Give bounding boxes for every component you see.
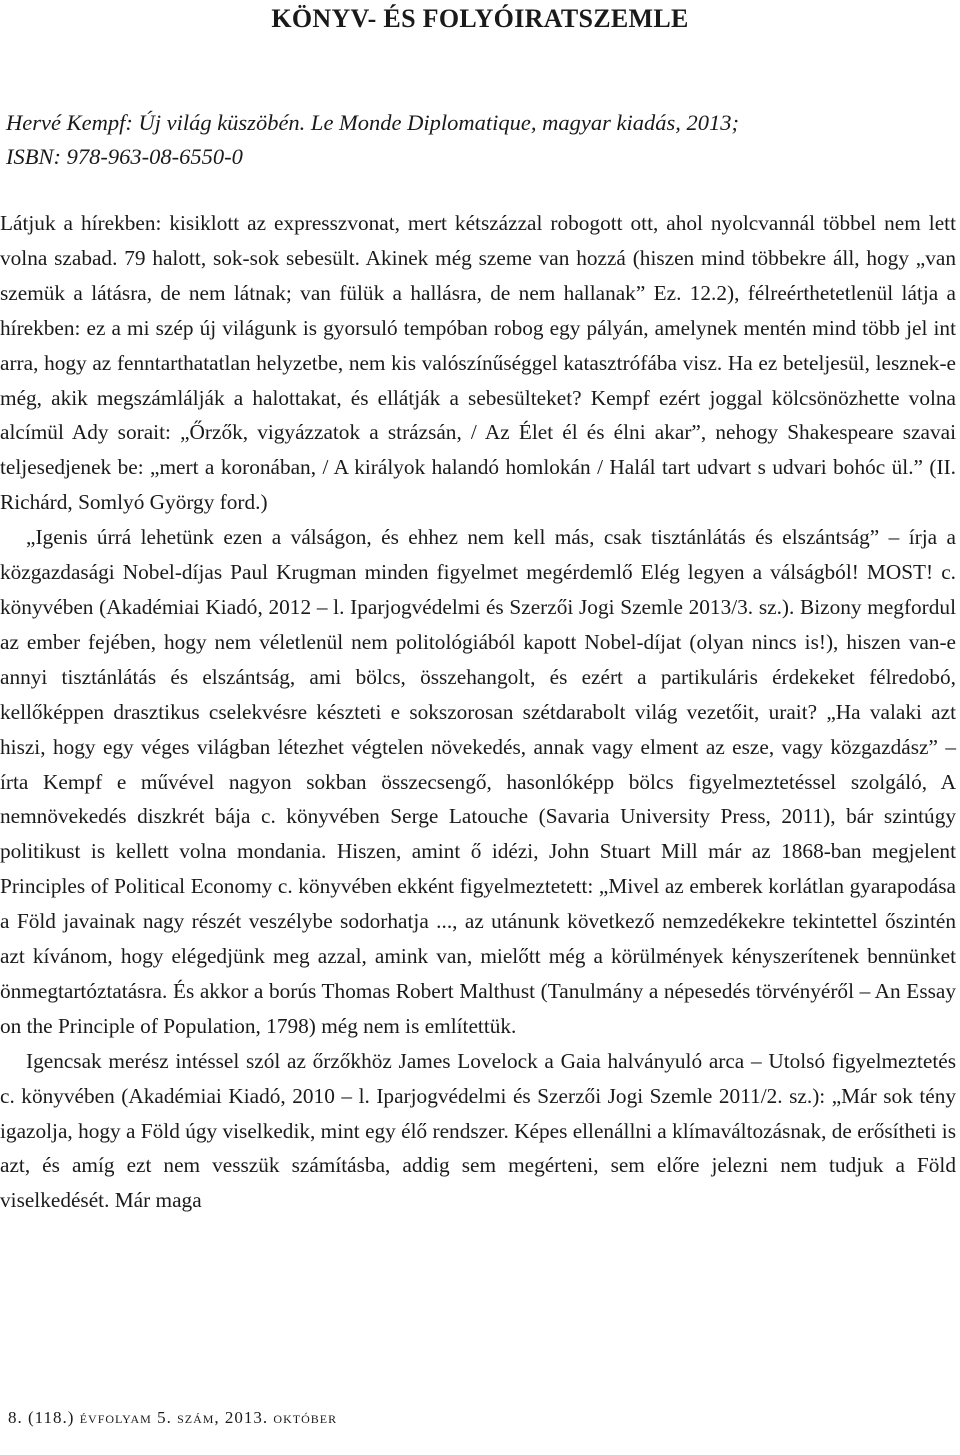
book-citation bbox=[6, 106, 906, 174]
paragraph-3: Igencsak merész intéssel szól az őrzőkhöz James Lovelock a Gaia halványuló arca – Utolsó figyelmeztetés c. könyvében (Akadémiai Kiadó, 2010 – l. Iparjogvédelmi és Szerzői Jogi Szemle 2011/2. sz.): „Már sok tény igazolja, hogy a Föld úgy viselkedik, mint egy élő rendszer. Képes ellenállni a klímaváltozásnak, de erősítheti is azt, és amíg ezt nem vesszük számításba, addig sem megérteni, sem előre jelezni nem tudjuk a Föld viselkedését. Már maga bbox=[0, 1048, 956, 1213]
citation-line-1: Hervé Kempf: Új világ küszöbén. Le Monde Diplomatique, magyar kiadás, 2013; bbox=[6, 110, 739, 135]
paragraph-2: „Igenis úrrá lehetünk ezen a válságon, és ehhez nem kell más, csak tisztánlátás és elszántság” – írja a közgazdasági Nobel-díjas Paul Krugman minden figyelmet megérdemlő Elég legyen a válságból! MOST! c. könyvében (Akadémiai Kiadó, 2012 – l. Iparjogvédelmi és Szerzői Jogi Szemle 2013/3. sz.). Bizony megfordul az ember fejében, hogy nem véletlenül nem politológiából kapott Nobel-díjat (olyan nincs is!), hiszen van-e annyi tisztánlátás és elszántság, ami bölcs, összehangolt, és ezért a partikuláris érdekeket félredobó, kellőképpen drasztikus cselekvésre készteti e sokszorosan szétdarabolt világ vezetőit, urait? „Ha valaki azt hiszi, hogy egy véges világban létezhet végtelen növekedés, annak vagy elment az esze, vagy közgazdász” – írta Kempf e művével nagyon sokban összecsengő, hasonlóképp bölcs figyelmeztetéssel szolgáló, A nemnövekedés diszkrét bája c. könyvében Serge Latouche (Savaria University Press, 2011), bár szintúgy politikust is kellett volna mondania. Hiszen, amint ő idézi, John Stuart Mill már az 1868-ban megjelent Principles of Political Economy c. könyvében ekként figyelmeztetett: „Mivel az emberek korlátlan gyarapodása a Föld javainak nagy részét veszélybe sodorhatja ..., az utánunk következő nemzedékekre tekintettel őszintén azt kívánom, hogy elégedjünk meg azzal, amink van, mielőtt még a körülmények kényszerítenek bennünket önmegtartóztatásra. És akkor a borús Thomas Robert Malthust (Tanulmány a népesedés törvényéről – An Essay on the Principle of Population, 1798) még nem is említettük. bbox=[0, 525, 956, 1038]
page-footer: 8. (118.) évfolyam 5. szám, 2013. október bbox=[8, 1408, 338, 1427]
section-title: KÖNYV- ÉS FOLYÓIRATSZEMLE bbox=[271, 4, 689, 33]
review-body bbox=[0, 206, 956, 1218]
citation-line-2: ISBN: 978-963-08-6550-0 bbox=[6, 144, 243, 169]
paragraph-1: Látjuk a hírekben: kisiklott az expresszvonat, mert kétszázzal robogott ott, ahol nyolcvannál többel nem lett volna szabad. 79 halott, sok-sok sebesült. Akinek még szeme van hozzá (hiszen mind többekre áll, hogy „van szemük a látásra, de nem látnak; van fülük a hallásra, de nem hallanak” Ez. 12.2), félreérthetetlenül látja a hírekben: ez a mi szép új világunk is gyorsuló tempóban robog egy pályán, amelynek mentén mind több jel int arra, hogy az fenntarthatatlan helyzetbe, nem kis valószínűséggel katasztrófába visz. Ha ez beteljesül, lesznek-e még, akik megszámlálják a halottakat, és ellátják a sebesülteket? Kempf ezért joggal kölcsönözhette volna alcímül Ady sorait: „Őrzők, vigyázzatok a strázsán, / Az Élet él és élni akar”, nehogy Shakespeare szavai teljesedjenek be: „mert a koronában, / A királyok halandó homlokán / Halál tart udvart s udvari bohóc ül.” (II. Richárd, Somlyó György ford.) bbox=[0, 211, 956, 515]
